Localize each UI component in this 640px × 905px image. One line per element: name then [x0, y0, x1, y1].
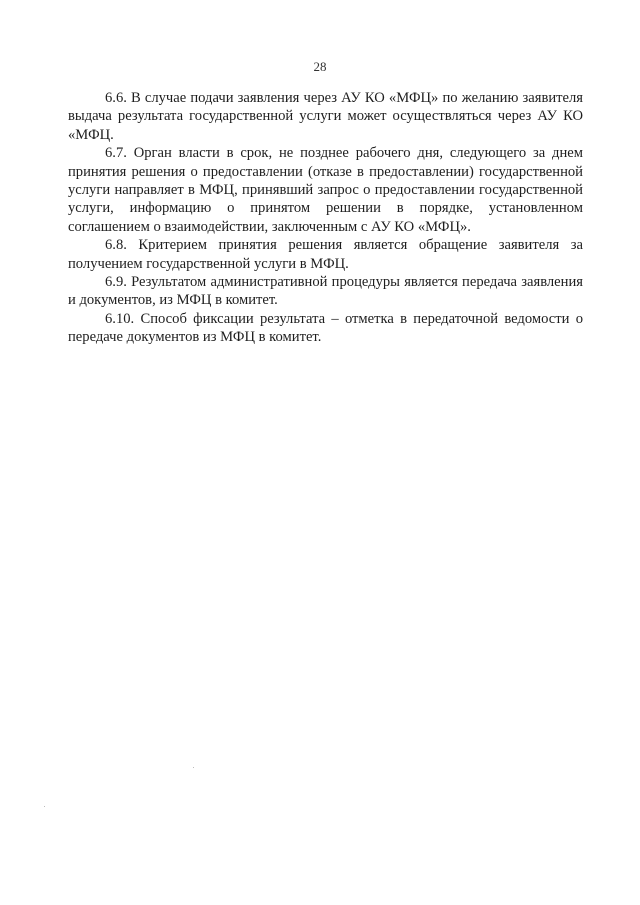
paragraph-6-7: 6.7. Орган власти в срок, не позднее рабочего дня, следующего за днем принятия решения о предоставлении (отказе в предоставлении) государственной услуги направляет в МФЦ, принявший запрос о предоставлении государственной услуги, информацию о принятом решении в порядке, установленном соглашением о взаимодействии, заключенным с АУ КО «МФЦ».	[68, 145, 583, 235]
paragraph-6-9: 6.9. Результатом административной процедуры является передача заявления и документов, из МФЦ в комитет.	[68, 274, 583, 309]
scan-speck	[44, 806, 45, 807]
document-body	[68, 89, 583, 347]
scan-speck	[193, 767, 194, 768]
paragraph-6-10: 6.10. Способ фиксации результата – отметка в передаточной ведомости о передаче документов из МФЦ в комитет.	[68, 310, 583, 346]
page-number: 28	[313, 59, 327, 74]
paragraph-6-8: 6.8. Критерием принятия решения является обращение заявителя за получением государственной услуги в МФЦ.	[68, 237, 583, 272]
paragraph-6-6: 6.6. В случае подачи заявления через АУ КО «МФЦ» по желанию заявителя выдача результата государственной услуги может осуществляться через АУ КО «МФЦ.	[68, 90, 583, 143]
